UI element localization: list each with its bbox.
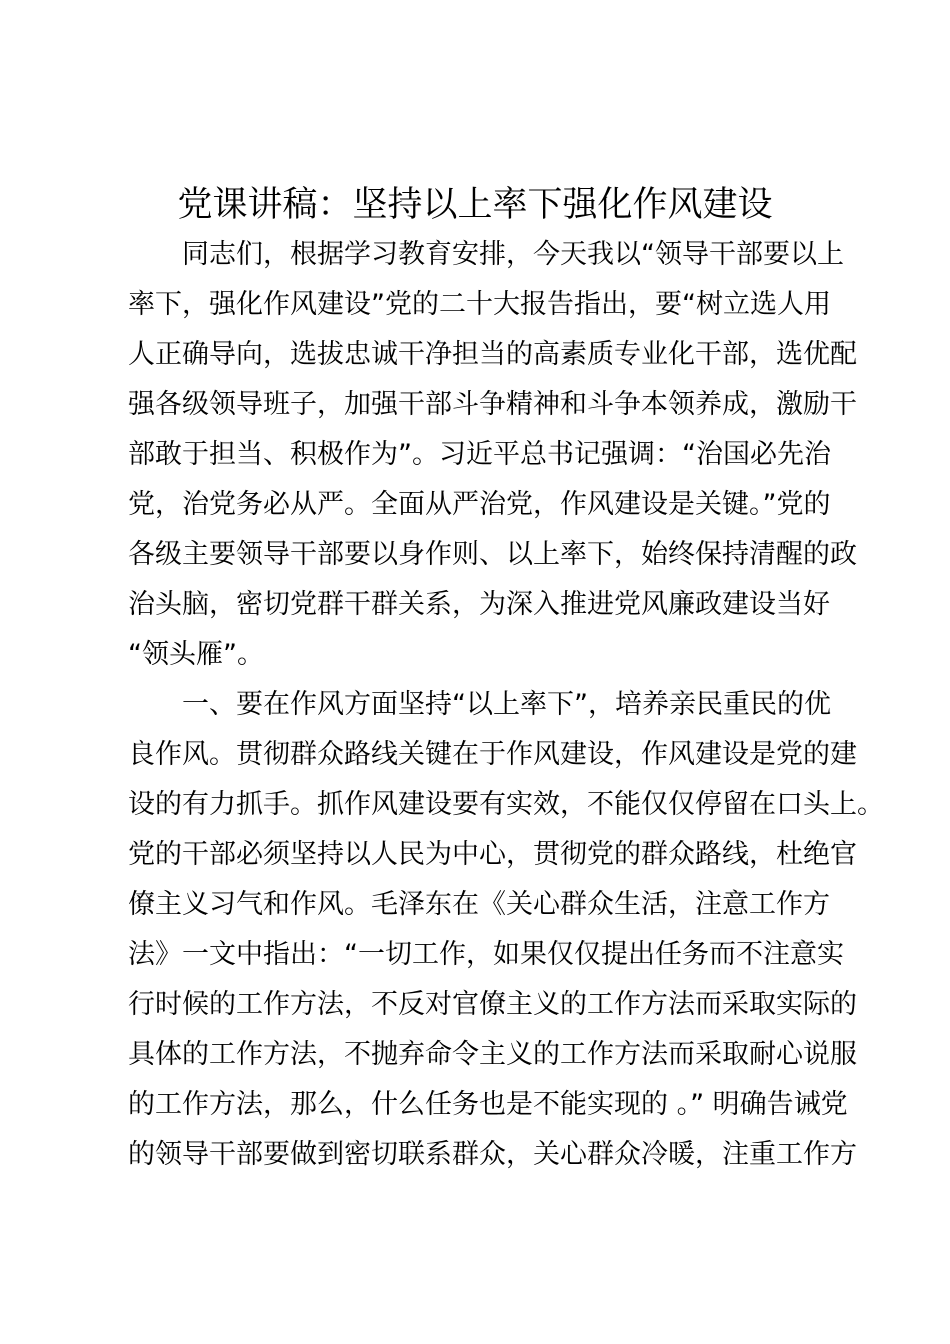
body-line: 强各级领导班子，加强干部斗争精神和斗争本领养成，激励干 [128, 389, 857, 420]
body-line: “领头雁”。 [128, 639, 264, 670]
body-line: 党，治党务必从严。全面从严治党，作风建设是关键。”党的 [128, 489, 831, 520]
body-line: 法》一文中指出：“一切工作，如果仅仅提出任务而不注意实 [128, 939, 844, 970]
body-line: 行时候的工作方法，不反对官僚主义的工作方法而采取实际的 [128, 989, 857, 1020]
body-line: 人正确导向，选拔忠诚干净担当的高素质专业化干部，选优配 [128, 339, 857, 370]
body-line: 设的有力抓手。抓作风建设要有实效，不能仅仅停留在口头上。 [128, 789, 884, 820]
body-line: 各级主要领导干部要以身作则、以上率下，始终保持清醒的政 [128, 539, 857, 570]
body-line: 率下，强化作风建设”党的二十大报告指出，要“树立选人用 [128, 289, 831, 320]
body-line: 的领导干部要做到密切联系群众，关心群众冷暖，注重工作方 [128, 1139, 857, 1170]
body-line: 具体的工作方法，不抛弃命令主义的工作方法而采取耐心说服 [128, 1039, 857, 1070]
body-line: 僚主义习气和作风。毛泽东在《关心群众生活，注意工作方 [128, 889, 830, 920]
body-line: 部敢于担当、积极作为”。习近平总书记强调：“治国必先治 [128, 439, 831, 470]
body-line: 同志们，根据学习教育安排，今天我以“领导干部要以上 [128, 239, 844, 270]
body-line: 一、要在作风方面坚持“以上率下”，培养亲民重民的优 [128, 689, 831, 720]
body-line: 治头脑，密切党群干群关系，为深入推进党风廉政建设当好 [128, 589, 830, 620]
body-line: 党的干部必须坚持以人民为中心，贯彻党的群众路线，杜绝官 [128, 839, 857, 870]
body-line: 的工作方法，那么，什么任务也是不能实现的 。” 明确告诫党 [128, 1089, 848, 1120]
body-line: 良作风。贯彻群众路线关键在于作风建设，作风建设是党的建 [128, 739, 857, 770]
document-title: 党课讲稿：坚持以上率下强化作风建设 [177, 185, 773, 225]
